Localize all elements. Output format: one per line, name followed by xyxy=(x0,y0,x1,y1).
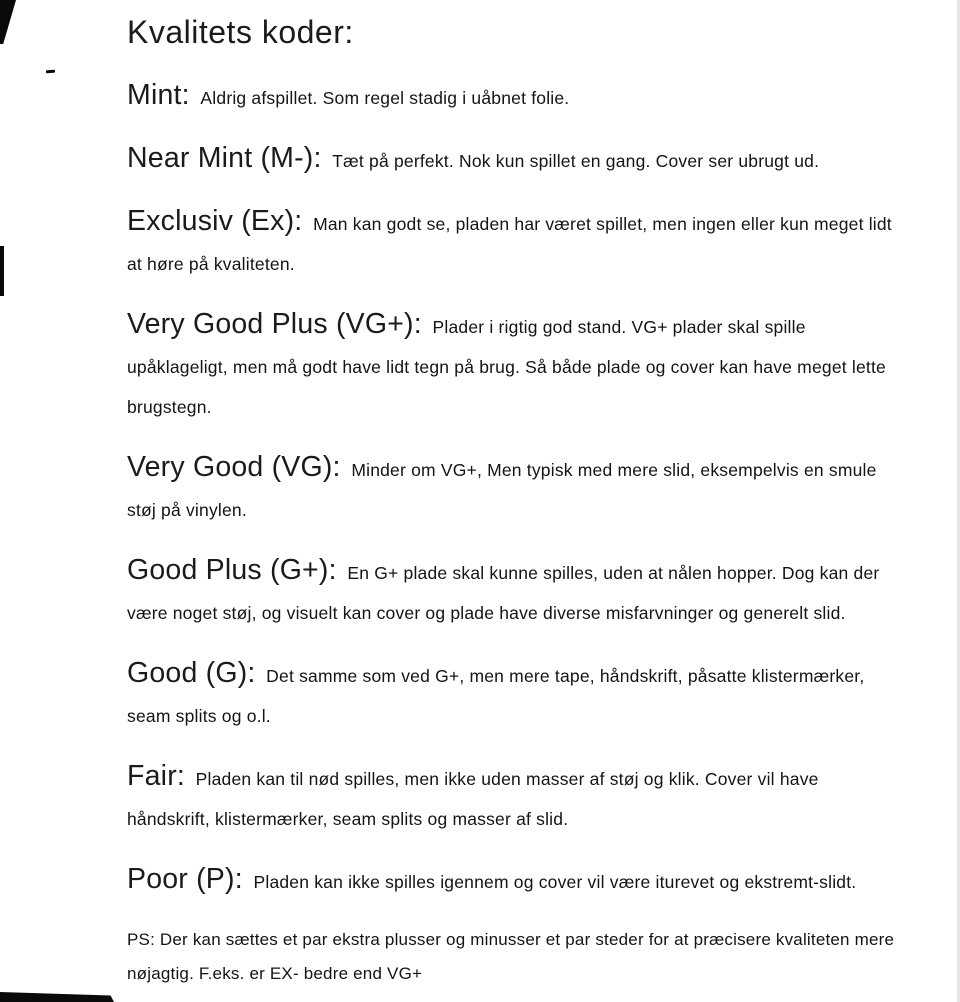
entry-fair xyxy=(127,757,895,840)
grade-description: Tæt på perfekt. Nok kun spillet en gang. Cover ser ubrugt ud. xyxy=(332,151,820,171)
grade-term: Mint: xyxy=(127,79,190,111)
document-content xyxy=(127,10,895,991)
grade-term: Exclusiv (Ex): xyxy=(127,205,303,237)
grade-description: Pladen kan ikke spilles igennem og cover vil være iturevet og ekstremt-slidt. xyxy=(253,872,857,892)
scan-artifact-bottom-bar xyxy=(0,992,114,1002)
entry-mint xyxy=(127,76,895,119)
grade-term: Very Good Plus (VG+): xyxy=(127,308,422,340)
scan-artifact-top-left xyxy=(0,0,16,44)
grade-term: Good Plus (G+): xyxy=(127,554,337,586)
entry-very-good xyxy=(127,448,895,531)
grade-term: Fair: xyxy=(127,760,185,792)
grade-term: Near Mint (M-): xyxy=(127,142,322,174)
grade-description: Man kan godt se, pladen har været spillet, men ingen eller kun meget lidt at høre på kvaliteten. xyxy=(127,214,892,274)
grade-term: Very Good (VG): xyxy=(127,451,341,483)
grade-description: Aldrig afspillet. Som regel stadig i uåbnet folie. xyxy=(200,88,570,108)
entry-good-plus xyxy=(127,551,895,634)
grade-description: En G+ plade skal kunne spilles, uden at nålen hopper. Dog kan der være noget støj, og visuelt kan cover og plade have diverse misfarvninger og generelt slid. xyxy=(127,563,880,623)
grade-term: Poor (P): xyxy=(127,863,243,895)
entry-good xyxy=(127,654,895,737)
scan-artifact-left-line xyxy=(0,246,4,296)
grade-term: Good (G): xyxy=(127,657,256,689)
grade-description: Minder om VG+, Men typisk med mere slid, eksempelvis en smule støj på vinylen. xyxy=(127,460,877,520)
entry-poor xyxy=(127,860,895,903)
ps-note: PS: Der kan sættes et par ekstra plusser og minusser et par steder for at præcisere kvaliteten mere nøjagtig. F.eks. er EX- bedre end VG+ xyxy=(127,930,895,983)
entry-exclusiv xyxy=(127,202,895,285)
grade-description: Plader i rigtig god stand. VG+ plader skal spille upåklageligt, men må godt have lidt tegn på brug. Så både plade og cover kan have meget lette brugstegn. xyxy=(127,317,886,417)
page-title: Kvalitets koder: xyxy=(127,14,354,50)
grade-description: Det samme som ved G+, men mere tape, håndskrift, påsatte klistermærker, seam splits og o.l. xyxy=(127,666,865,726)
entry-near-mint xyxy=(127,139,895,182)
scan-artifact-dash xyxy=(46,70,55,74)
grade-description: Pladen kan til nød spilles, men ikke uden masser af støj og klik. Cover vil have håndskrift, klistermærker, seam splits og masser af slid. xyxy=(127,769,819,829)
entry-very-good-plus xyxy=(127,305,895,428)
